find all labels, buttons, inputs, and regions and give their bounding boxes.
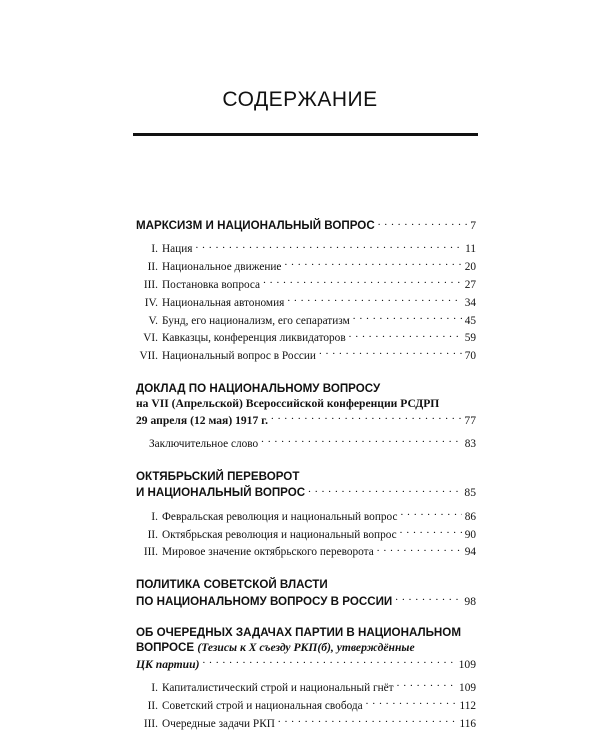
toc-entry-title: ПО НАЦИОНАЛЬНОМУ ВОПРОСУ В РОССИИ (136, 594, 393, 608)
toc-entry-title: МАРКСИЗМ И НАЦИОНАЛЬНЫЙ ВОПРОС (136, 219, 375, 232)
page-title: СОДЕРЖАНИЕ (222, 88, 378, 111)
toc-entry-label: Февральская революция и национальный вопрос (162, 510, 398, 523)
toc-entry-label: Октябрьская революция и национальный вопрос (162, 528, 397, 541)
dot-leader (261, 435, 462, 447)
toc-page-number: 109 (458, 657, 476, 671)
toc-entry[interactable] (136, 543, 476, 561)
dot-leader (395, 593, 461, 605)
toc-entry-label: Национальное движение (162, 261, 282, 274)
toc-subsection-list (136, 508, 476, 561)
dot-leader (366, 697, 457, 709)
dot-leader (349, 329, 462, 341)
toc-entry-title-line: ПОЛИТИКА СОВЕТСКОЙ ВЛАСТИ (136, 578, 328, 592)
toc-page-number: 98 (464, 594, 476, 608)
toc-entry-numeral: I. (151, 510, 158, 523)
toc-subsection-list (136, 435, 476, 453)
toc-entry-heading[interactable] (136, 217, 476, 233)
toc-entry-heading[interactable] (136, 412, 476, 428)
toc-entry-numeral: III. (143, 717, 158, 730)
toc-entry[interactable] (136, 435, 476, 453)
toc-section-party-tasks (136, 625, 476, 733)
toc-entry-subtitle: (Тезисы к X съезду РКП(б), утверждённые (197, 641, 415, 655)
toc-entry-label: Капиталистический строй и национальный гнёт (162, 682, 394, 695)
table-of-contents (136, 217, 476, 749)
toc-entry-heading[interactable] (136, 656, 476, 672)
toc-section-marxism (136, 217, 476, 365)
toc-entry-label: Мировое значение октябрьского переворота (162, 546, 374, 559)
toc-entry-title-line (136, 640, 476, 655)
toc-entry-label: Постановка вопроса (162, 279, 261, 291)
toc-entry[interactable] (136, 347, 476, 365)
toc-entry-numeral: V. (148, 314, 158, 327)
dot-leader (400, 526, 462, 538)
toc-entry-title: ВОПРОСЕ (136, 641, 195, 655)
toc-entry-label: Советский строй и национальная свобода (162, 700, 363, 713)
toc-entry-title-line: ОБ ОЧЕРЕДНЫХ ЗАДАЧАХ ПАРТИИ В НАЦИОНАЛЬНОМ (136, 626, 461, 640)
dot-leader (308, 484, 461, 496)
toc-section-october (136, 469, 476, 561)
toc-entry[interactable] (136, 276, 476, 294)
toc-entry[interactable] (136, 240, 476, 258)
toc-subsection-list (136, 240, 476, 365)
toc-entry-label: Национальный вопрос в России (162, 350, 316, 363)
toc-entry-subtitle: ЦК партии) (136, 657, 200, 671)
dot-leader (377, 543, 462, 555)
toc-entry-label: Заключительное слово (149, 438, 259, 451)
dot-leader (263, 276, 462, 288)
toc-page-number: 90 (464, 528, 476, 541)
toc-entry-heading[interactable] (136, 593, 476, 609)
toc-page-number: 45 (464, 314, 476, 327)
toc-entry-title-line: ОКТЯБРЬСКИЙ ПЕРЕВОРОТ (136, 470, 300, 483)
dot-leader (271, 412, 461, 424)
toc-entry-label: Очередные задачи РКП (162, 717, 275, 730)
toc-page-number: 27 (464, 279, 476, 291)
dot-leader (400, 508, 461, 520)
dot-leader (319, 347, 462, 359)
toc-entry[interactable] (136, 526, 476, 544)
toc-entry-numeral: II. (147, 528, 158, 541)
dot-leader (284, 258, 461, 270)
toc-entry-title-line: ДОКЛАД ПО НАЦИОНАЛЬНОМУ ВОПРОСУ (136, 381, 381, 395)
dot-leader (287, 294, 461, 306)
toc-page-number: 86 (464, 510, 476, 523)
toc-entry[interactable] (136, 697, 476, 715)
toc-entry-numeral: II. (147, 700, 158, 713)
toc-entry-subtitle: 29 апреля (12 мая) 1917 г. (136, 413, 269, 427)
toc-page-number: 94 (464, 546, 476, 559)
toc-page-number: 7 (470, 219, 476, 232)
toc-entry[interactable] (136, 679, 476, 697)
toc-entry[interactable] (136, 508, 476, 526)
toc-page-number: 11 (465, 243, 476, 256)
toc-entry-label: Национальная автономия (162, 296, 285, 309)
toc-entry[interactable] (136, 312, 476, 330)
toc-entry-title-line (136, 396, 476, 411)
toc-page-number: 112 (459, 700, 476, 713)
toc-entry-numeral: III. (143, 279, 158, 291)
toc-page-number: 116 (459, 717, 476, 730)
toc-subsection-list (136, 679, 476, 732)
toc-entry-label: Нация (162, 243, 193, 256)
toc-entry[interactable] (136, 294, 476, 312)
toc-section-soviet-policy (136, 577, 476, 609)
toc-page-number: 70 (464, 350, 476, 363)
toc-entry-subtitle: на VII (Апрельской) Всероссийской конференции РСДРП (136, 397, 440, 411)
dot-leader (378, 217, 468, 229)
toc-page-number: 59 (464, 332, 476, 345)
toc-entry-heading[interactable] (136, 484, 476, 500)
toc-entry[interactable] (136, 329, 476, 347)
toc-entry-numeral: VII. (139, 350, 158, 363)
toc-entry-numeral: I. (151, 682, 158, 695)
toc-entry-numeral: III. (143, 546, 158, 559)
toc-page-number: 77 (464, 413, 476, 427)
toc-page-number: 83 (464, 438, 476, 451)
dot-leader (397, 679, 456, 691)
toc-entry-numeral: I. (151, 243, 158, 256)
toc-entry-label: Кавказцы, конференция ликвидаторов (162, 332, 346, 345)
title-rule (133, 133, 478, 136)
toc-page-number: 20 (464, 261, 476, 274)
dot-leader (202, 656, 455, 668)
toc-entry-numeral: II. (147, 261, 158, 274)
toc-entry[interactable] (136, 715, 476, 733)
toc-entry[interactable] (136, 258, 476, 276)
dot-leader (353, 312, 462, 324)
toc-entry-title: И НАЦИОНАЛЬНЫЙ ВОПРОС (136, 486, 306, 500)
toc-section-report (136, 381, 476, 453)
toc-entry-numeral: IV. (144, 296, 158, 309)
toc-page-number: 34 (464, 296, 476, 309)
toc-page-number: 85 (464, 486, 476, 500)
dot-leader (278, 715, 457, 727)
toc-page-number: 109 (459, 682, 476, 695)
toc-entry-numeral: VI. (143, 332, 158, 345)
toc-entry-label: Бунд, его национализм, его сепаратизм (162, 314, 350, 327)
dot-leader (195, 240, 462, 252)
